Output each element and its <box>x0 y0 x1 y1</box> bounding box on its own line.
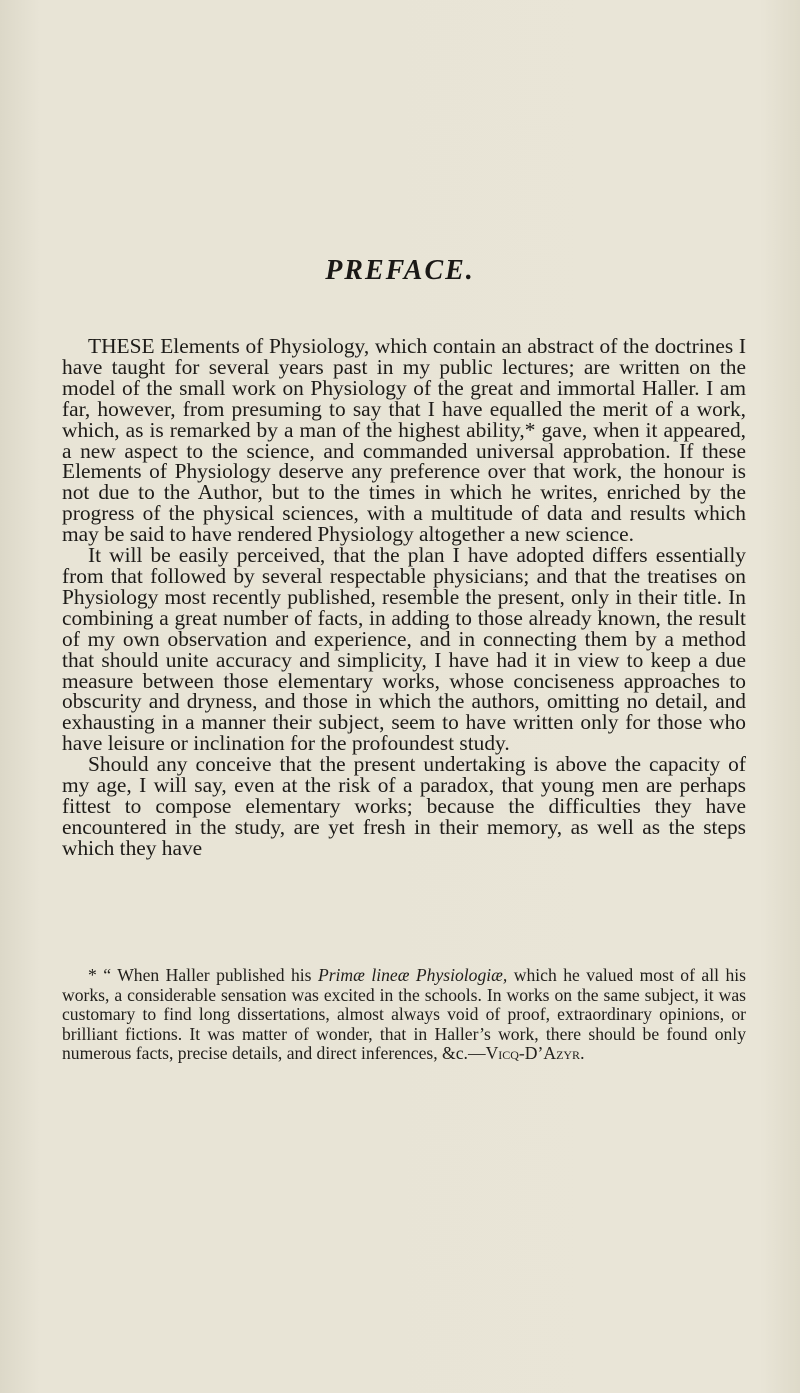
paragraph-1-text-b: gave, when it appeared, a new aspect to the science, and commanded universal approbation. If these Elements of Physiology deserve any preference over that work, the honour is not due to the Author, but to the times in which he writes, enriched by the progress of the physical sciences, with a multitude of data and results which may be said to have rendered Physiology altogether a new science. <box>62 417 746 547</box>
paragraph-1 <box>62 336 746 545</box>
footnote-paragraph <box>62 966 746 1064</box>
page-title: PREFACE. <box>325 255 475 286</box>
footnote-text-b: which he valued most of all his works, a considerable sensation was excited in the schools. In works on the same subject, it was customary to find long dissertations, almost always void of proof, extraordinary opinions, or brilliant fictions. It was matter of wonder, that in Haller’s work, there should be found only numerous facts, precise details, and direct inferences, &c.— <box>62 965 746 1063</box>
paragraph-2: It will be easily perceived, that the plan I have adopted differs essentially from that followed by several respectable physicians; and that the treatises on Physiology most recently published, resemble the present, only in their title. In combining a great number of facts, in adding to those already known, the result of my own observation and experience, and in connecting them by a method that should unite accuracy and simplicity, I have had it in view to keep a due measure between those elementary works, whose conciseness approaches to obscurity and dryness, and those in which the authors, omitting no detail, and exhausting in a manner their subject, seem to have written only for those who have leisure or inclination for the profoundest study. <box>62 543 746 756</box>
footnote <box>62 966 746 1064</box>
paragraph-1-text-a: THESE Elements of Physiology, which contain an abstract of the doctrines I have taught for several years past in my public lectures; are written on the model of the small work on Physiology of the great and immortal Haller. I am far, however, from presuming to say that I have equalled the merit of a work, which, as is remarked by a man of the highest ability, <box>62 334 746 442</box>
preface-body <box>62 336 746 859</box>
paragraph-3: Should any conceive that the present undertaking is above the capacity of my age, I will say, even at the risk of a paradox, that young men are perhaps fittest to compose elementary works; because the difficulties they have encountered in the study, are yet fresh in their memory, as well as the steps which they have <box>62 752 746 860</box>
footnote-reference-marker: * <box>524 417 536 442</box>
footnote-text-a: “ When Haller published his <box>96 965 318 985</box>
footnote-attribution: Vicq-D’Azyr. <box>485 1043 585 1063</box>
footnote-book-title: Primæ lineæ Physiologiæ, <box>317 965 508 985</box>
footnote-marker: * <box>88 965 97 985</box>
